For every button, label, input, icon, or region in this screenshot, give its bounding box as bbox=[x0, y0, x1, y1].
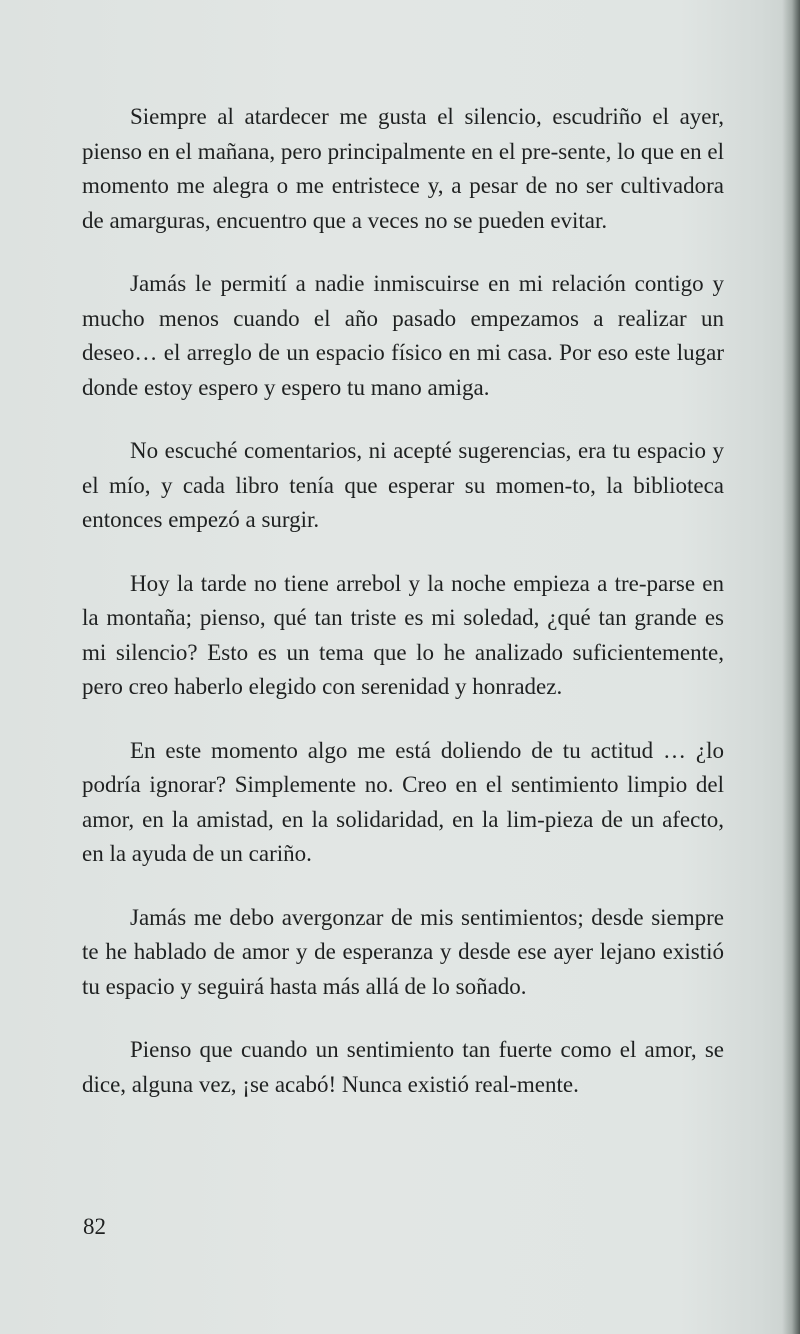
paragraph-3: No escuché comentarios, ni acepté sugerencias, era tu espacio y el mío, y cada libro tenía que esperar su momen-to, la biblioteca entonces empezó a surgir. bbox=[82, 438, 724, 532]
page-edge-shadow bbox=[782, 0, 800, 1334]
body-text bbox=[82, 100, 724, 1131]
paragraph-2: Jamás le permití a nadie inmiscuirse en mi relación contigo y mucho menos cuando el año pasado empezamos a realizar un deseo… el arreglo de un espacio físico en mi casa. Por eso este lugar donde estoy espero y espero tu mano amiga. bbox=[82, 271, 724, 400]
paragraph-1: Siempre al atardecer me gusta el silencio, escudriño el ayer, pienso en el mañana, pero principalmente en el pre-sente, lo que en el momento me alegra o me entristece y, a pesar de no ser cultivadora de amarguras, encuentro que a veces no se pueden evitar. bbox=[82, 104, 724, 233]
paragraph-6: Jamás me debo avergonzar de mis sentimientos; desde siempre te he hablado de amor y de esperanza y desde ese ayer lejano existió tu espacio y seguirá hasta más allá de lo soñado. bbox=[82, 904, 724, 999]
page-number: 82 bbox=[83, 1214, 106, 1239]
paragraph-7: Pienso que cuando un sentimiento tan fuerte como el amor, se dice, alguna vez, ¡se acabó! Nunca existió real-mente. bbox=[82, 1037, 724, 1097]
paragraph-5: En este momento algo me está doliendo de tu actitud … ¿lo podría ignorar? Simplemente no. Creo en el sentimiento limpio del amor, en la amistad, en la solidaridad, en la lim-pieza de un afecto, en la ayuda de un cariño. bbox=[82, 737, 724, 866]
paragraph-4: Hoy la tarde no tiene arrebol y la noche empieza a tre-parse en la montaña; pienso, qué tan triste es mi soledad, ¿qué tan grande es mi silencio? Esto es un tema que lo he analizado suficientemente, pero creo haberlo elegido con serenidad y honradez. bbox=[82, 570, 724, 699]
